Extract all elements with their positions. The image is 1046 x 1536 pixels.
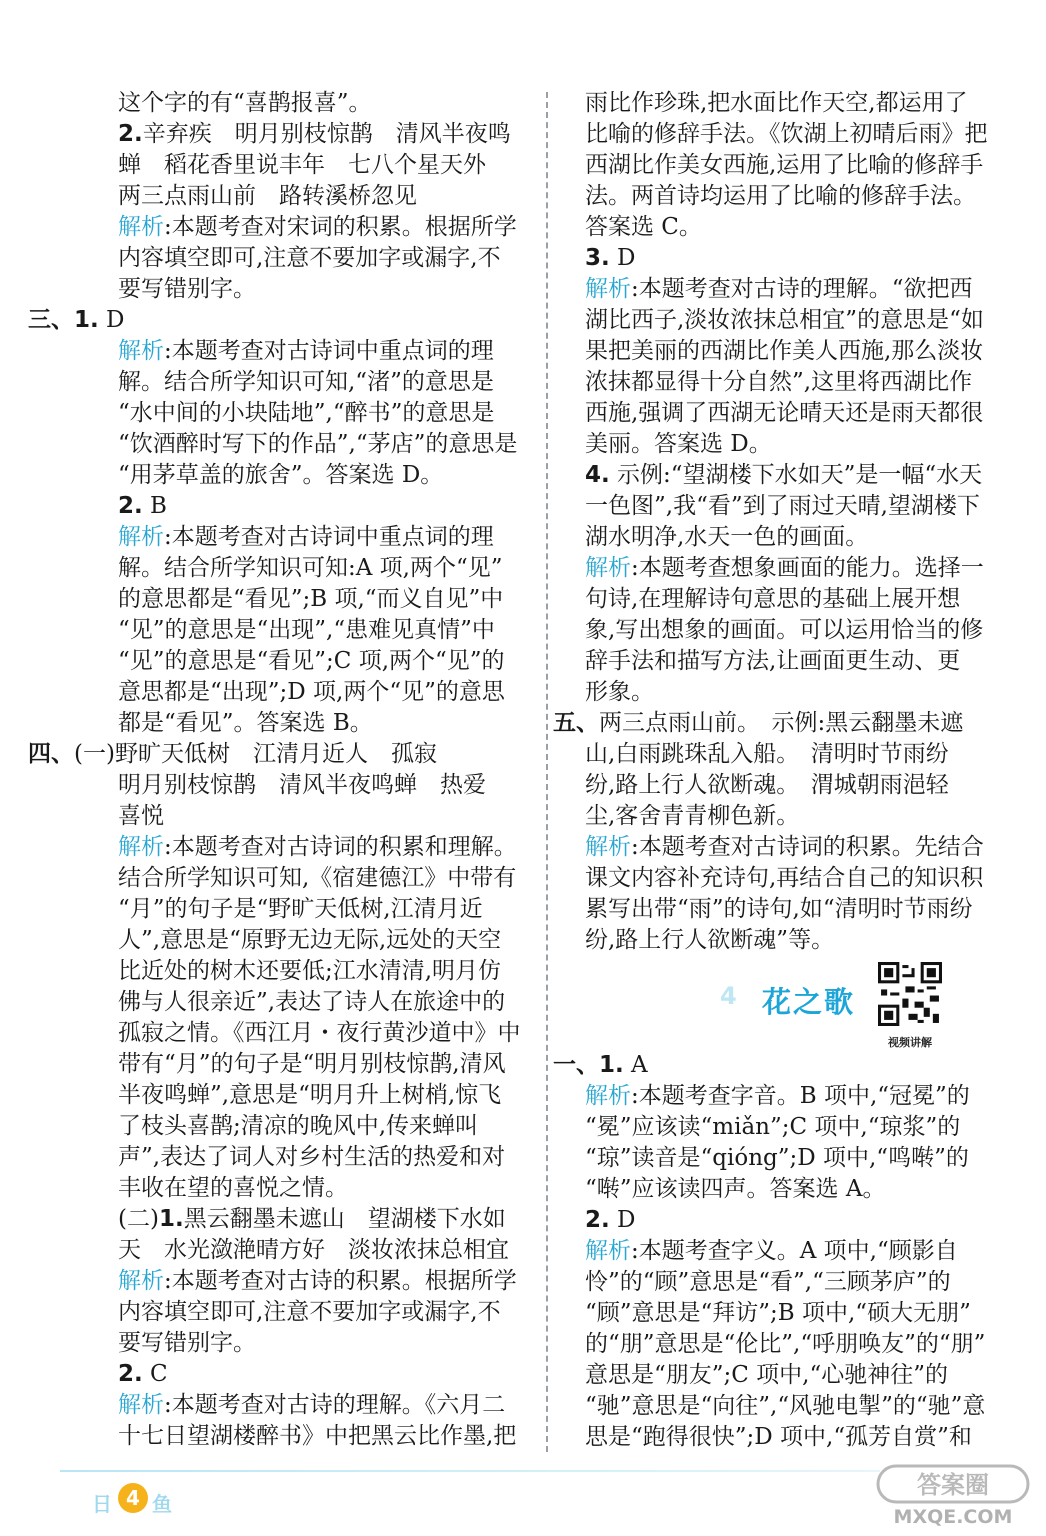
qr-code-icon[interactable] (878, 962, 942, 1026)
text-line (60, 1111, 530, 1142)
text-line (553, 708, 1015, 739)
text-line (60, 956, 530, 987)
question-number: 2. (118, 493, 143, 519)
line-text: 都是“看见”。答案选 B。 (118, 710, 373, 736)
analysis-label: 解析 (585, 555, 631, 581)
line-text: “驰”意思是“向往”,“风驰电掣”的“驰”意 (585, 1393, 986, 1419)
text-line (60, 336, 530, 367)
text-line (60, 119, 530, 150)
text-line (585, 1360, 1015, 1391)
line-text: 形象。 (585, 679, 654, 705)
text-line (60, 274, 530, 305)
text-line (585, 584, 1015, 615)
line-text: 两三点雨山前 路转溪桥忽见 (118, 183, 417, 209)
text-line (585, 336, 1015, 367)
text-line (60, 1235, 530, 1266)
text-line (60, 677, 530, 708)
analysis-text: :本题考查对古诗的积累。根据所学 (164, 1268, 517, 1294)
text-line (585, 1298, 1015, 1329)
line-text: 要写错别字。 (118, 1330, 256, 1356)
watermark-text: MXQE.COM (893, 1506, 1013, 1528)
watermark (868, 1460, 1038, 1532)
sub-section-label: (二) (118, 1206, 159, 1232)
text-line (585, 274, 1015, 305)
text-line (60, 1173, 530, 1204)
watermark-logo-icon (868, 1460, 1038, 1508)
analysis-label: 解析 (585, 834, 631, 860)
line-text: “用茅草盖的旅舍”。答案选 D。 (118, 462, 444, 488)
line-text: 了枝头喜鹊;清凉的晚风中,传来蝉叫 (118, 1113, 479, 1139)
text-line (60, 987, 530, 1018)
analysis-label: 解析 (585, 1083, 631, 1109)
text-line (585, 832, 1015, 863)
text-line (60, 894, 530, 925)
line-text: 明月别枝惊鹊 清风半夜鸣蝉 热爱 (118, 772, 486, 798)
text-line (60, 925, 530, 956)
footer-deco-left: 日 (92, 1492, 112, 1516)
line-text: 课文内容补充诗句,再结合自己的知识积 (585, 865, 984, 891)
text-line (585, 1391, 1015, 1422)
line-text: 黑云翻墨未遮山 望湖楼下水如 (183, 1206, 506, 1232)
line-text: “冕”应该读“miǎn”;C 项中,“琼浆”的 (585, 1114, 961, 1140)
line-text: 声”,表达了词人对乡村生活的热爱和对 (118, 1144, 506, 1170)
line-text: 辛弃疾 明月别枝惊鹊 清风半夜鸣 (142, 121, 511, 147)
analysis-text: :本题考查对古诗词中重点词的理 (164, 524, 494, 550)
line-text: “水中间的小块陆地”,“醉书”的意思是 (118, 400, 495, 426)
text-line (585, 429, 1015, 460)
analysis-label: 解析 (118, 338, 164, 364)
text-line (585, 305, 1015, 336)
line-text: “见”的意思是“出现”,“患难见真情”中 (118, 617, 495, 643)
line-text: 累写出带“雨”的诗句,如“清明时节雨纷 (585, 896, 973, 922)
text-line (585, 863, 1015, 894)
analysis-label: 解析 (118, 1392, 164, 1418)
text-line (60, 615, 530, 646)
question-number: 1. (599, 1052, 624, 1078)
analysis-label: 解析 (118, 524, 164, 550)
line-text: 象,写出想象的画面。可以运用恰当的修 (585, 617, 984, 643)
text-line (585, 1267, 1015, 1298)
text-line (585, 677, 1015, 708)
text-line (585, 367, 1015, 398)
text-line (60, 150, 530, 181)
question-number: 4. (585, 462, 610, 488)
line-text: C (142, 1361, 168, 1387)
text-line (585, 1422, 1015, 1453)
line-text: D (609, 245, 636, 271)
text-line (60, 212, 530, 243)
line-text: 佛与人很亲近”,表达了诗人在旅途中的 (118, 989, 506, 1015)
text-line (553, 1050, 1015, 1081)
question-number: 1. (74, 307, 99, 333)
right-column-lower (553, 1050, 1015, 1453)
text-line (60, 398, 530, 429)
text-line (585, 1174, 1015, 1205)
question-number: 1. (158, 1206, 184, 1232)
section-number: 五、 (553, 710, 599, 736)
line-text: 内容填空即可,注意不要加字或漏字,不 (118, 245, 501, 271)
text-line (60, 88, 530, 119)
line-text: “顾”意思是“拜访”;B 项中,“硕大无朋” (585, 1300, 971, 1326)
qr-caption: 视频讲解 (888, 1036, 932, 1049)
line-text: 意思是“朋友”;C 项中,“心驰神往”的 (585, 1362, 949, 1388)
text-line (585, 212, 1015, 243)
analysis-label: 解析 (118, 1268, 164, 1294)
page-number: 4 (118, 1483, 148, 1513)
text-line (60, 646, 530, 677)
text-line (60, 522, 530, 553)
text-line (585, 739, 1015, 770)
text-line (60, 1328, 530, 1359)
text-line (60, 367, 530, 398)
line-text: 西施,强调了西湖无论晴天还是雨天都很 (585, 400, 984, 426)
text-line (585, 646, 1015, 677)
lesson-number: 4 (720, 982, 737, 1010)
text-line (585, 1205, 1015, 1236)
section-number: 一、 (553, 1052, 599, 1078)
analysis-text: :本题考查对古诗的理解。《六月二 (164, 1392, 506, 1418)
line-text: 的意思都是“看见”;B 项,“而义自见”中 (118, 586, 504, 612)
line-text: 雨比作珍珠,把水面比作天空,都运用了 (585, 90, 968, 116)
text-line (585, 88, 1015, 119)
text-line (585, 181, 1015, 212)
line-text: 示例:“望湖楼下水如天”是一幅“水天 (609, 462, 983, 488)
text-line (60, 1080, 530, 1111)
lesson-title: 花之歌 (762, 985, 856, 1019)
text-line (60, 1204, 530, 1235)
text-line (60, 1359, 530, 1390)
line-text: 西湖比作美女西施,运用了比喻的修辞手 (585, 152, 984, 178)
text-line (585, 243, 1015, 274)
text-line (585, 1143, 1015, 1174)
line-text: B (142, 493, 167, 519)
section-number: 三、 (28, 307, 74, 333)
line-text: 怜”的“顾”意思是“看”,“三顾茅庐”的 (585, 1269, 951, 1295)
text-line (585, 1329, 1015, 1360)
column-divider (546, 92, 548, 1452)
text-line (60, 584, 530, 615)
analysis-text: :本题考查对古诗词的积累和理解。 (164, 834, 517, 860)
line-text: 思是“跑得很快”;D 项中,“孤芳自赏”和 (585, 1424, 972, 1450)
line-text: 浓抹都显得十分自然”,这里将西湖比作 (585, 369, 973, 395)
line-text: 喜悦 (118, 803, 164, 829)
line-text: 纷,路上行人欲断魂。 渭城朝雨浥轻 (585, 772, 949, 798)
line-text: 的“朋”意思是“伦比”,“呼朋唤友”的“朋” (585, 1331, 986, 1357)
analysis-text: :本题考查对古诗词中重点词的理 (164, 338, 494, 364)
text-line (585, 1112, 1015, 1143)
line-text: A (623, 1052, 648, 1078)
right-column (553, 88, 1015, 956)
line-text: 天 水光潋滟晴方好 淡妆浓抹总相宜 (118, 1237, 509, 1263)
line-text: 湖比西子,淡妆浓抹总相宜”的意思是“如 (585, 307, 984, 333)
footer-deco-right: 鱼 (152, 1492, 172, 1516)
text-line (585, 522, 1015, 553)
text-line (585, 801, 1015, 832)
line-text: 山,白雨跳珠乱入船。 清明时节雨纷 (585, 741, 949, 767)
analysis-text: :本题考查对古诗的理解。“欲把西 (631, 276, 973, 302)
line-text: 内容填空即可,注意不要加字或漏字,不 (118, 1299, 501, 1325)
line-text: 解。结合所学知识可知:A 项,两个“见” (118, 555, 503, 581)
text-line (585, 1236, 1015, 1267)
line-text: 半夜鸣蝉”,意思是“明月升上树梢,惊飞 (118, 1082, 502, 1108)
lesson-heading (720, 962, 950, 1049)
analysis-text: :本题考查字义。A 项中,“顾影自 (631, 1238, 958, 1264)
line-text: 句诗,在理解诗句意思的基础上展开想 (585, 586, 961, 612)
line-text: 带有“月”的句子是“明月别枝惊鹊,清风 (118, 1051, 506, 1077)
line-text: D (609, 1207, 636, 1233)
line-text: “见”的意思是“看见”;C 项,两个“见”的 (118, 648, 505, 674)
text-line (60, 429, 530, 460)
text-line (60, 770, 530, 801)
question-number: 2. (118, 121, 143, 147)
analysis-label: 解析 (585, 1238, 631, 1264)
text-line (60, 553, 530, 584)
analysis-text: :本题考查对古诗词的积累。先结合 (631, 834, 984, 860)
line-text: 人”,意思是“原野无边无际,远处的天空 (118, 927, 502, 953)
left-column (28, 88, 530, 1452)
text-line (60, 801, 530, 832)
text-line (60, 1421, 530, 1452)
footer-rule (60, 1470, 880, 1472)
line-text: “饮酒醉时写下的作品”,“茅店”的意思是 (118, 431, 518, 457)
text-line (585, 770, 1015, 801)
line-text: 丰收在望的喜悦之情。 (118, 1175, 348, 1201)
text-line (60, 491, 530, 522)
text-line (28, 739, 530, 770)
text-line (60, 1297, 530, 1328)
line-text: (一)野旷天低树 江清月近人 孤寂 (74, 741, 437, 767)
text-line (28, 305, 530, 336)
line-text: 湖水明净,水天一色的画面。 (585, 524, 869, 550)
line-text: 两三点雨山前。 示例:黑云翻墨未遮 (599, 710, 964, 736)
analysis-label: 解析 (118, 834, 164, 860)
text-line (585, 398, 1015, 429)
line-text: 意思都是“出现”;D 项,两个“见”的意思 (118, 679, 505, 705)
text-line (585, 894, 1015, 925)
line-text: 一色图”,我“看”到了雨过天晴,望湖楼下 (585, 493, 980, 519)
analysis-label: 解析 (585, 276, 631, 302)
text-line (60, 1142, 530, 1173)
text-line (60, 1018, 530, 1049)
line-text: 辞手法和描写方法,让画面更生动、更 (585, 648, 961, 674)
question-number: 3. (585, 245, 610, 271)
text-line (585, 119, 1015, 150)
text-line (60, 832, 530, 863)
text-line (585, 615, 1015, 646)
text-line (585, 150, 1015, 181)
section-number: 四、 (28, 741, 74, 767)
analysis-text: :本题考查想象画面的能力。选择一 (631, 555, 984, 581)
analysis-text: :本题考查字音。B 项中,“冠冕”的 (631, 1083, 970, 1109)
question-number: 2. (585, 1207, 610, 1233)
text-line (585, 553, 1015, 584)
analysis-text: :本题考查对宋词的积累。根据所学 (164, 214, 517, 240)
text-line (585, 1081, 1015, 1112)
text-line (585, 925, 1015, 956)
line-text: 纷,路上行人欲断魂”等。 (585, 927, 835, 953)
text-line (60, 243, 530, 274)
line-text: 比喻的修辞手法。《饮湖上初晴后雨》把 (585, 121, 988, 147)
line-text: “琼”读音是“qióng”;D 项中,“鸣啭”的 (585, 1145, 969, 1171)
line-text: 孤寂之情。《西江月・夜行黄沙道中》中 (118, 1020, 521, 1046)
line-text: 果把美丽的西湖比作美人西施,那么淡妆 (585, 338, 984, 364)
line-text: 比近处的树木还要低;江水清清,明月仿 (118, 958, 502, 984)
text-line (60, 181, 530, 212)
text-line (585, 460, 1015, 491)
analysis-label: 解析 (118, 214, 164, 240)
line-text: D (98, 307, 125, 333)
text-line (585, 491, 1015, 522)
line-text: “月”的句子是“野旷天低树,江清月近 (118, 896, 483, 922)
line-text: 要写错别字。 (118, 276, 256, 302)
line-text: 结合所学知识可知,《宿建德江》中带有 (118, 865, 517, 891)
line-text: 解。结合所学知识可知,“渚”的意思是 (118, 369, 494, 395)
text-line (60, 1049, 530, 1080)
text-line (60, 1390, 530, 1421)
line-text: 尘,客舍青青柳色新。 (585, 803, 800, 829)
text-line (60, 1266, 530, 1297)
line-text: 这个字的有“喜鹊报喜”。 (118, 90, 372, 116)
text-line (60, 460, 530, 491)
question-number: 2. (118, 1361, 143, 1387)
line-text: 十七日望湖楼醉书》中把黑云比作墨,把 (118, 1423, 517, 1449)
line-text: “啭”应该读四声。答案选 A。 (585, 1176, 886, 1202)
text-line (60, 863, 530, 894)
line-text: 答案选 C。 (585, 214, 702, 240)
line-text: 法。两首诗均运用了比喻的修辞手法。 (585, 183, 976, 209)
line-text: 蝉 稻花香里说丰年 七八个星天外 (118, 152, 486, 178)
text-line (60, 708, 530, 739)
line-text: 美丽。答案选 D。 (585, 431, 772, 457)
watermark-logo-text: 答案圈 (917, 1471, 989, 1499)
